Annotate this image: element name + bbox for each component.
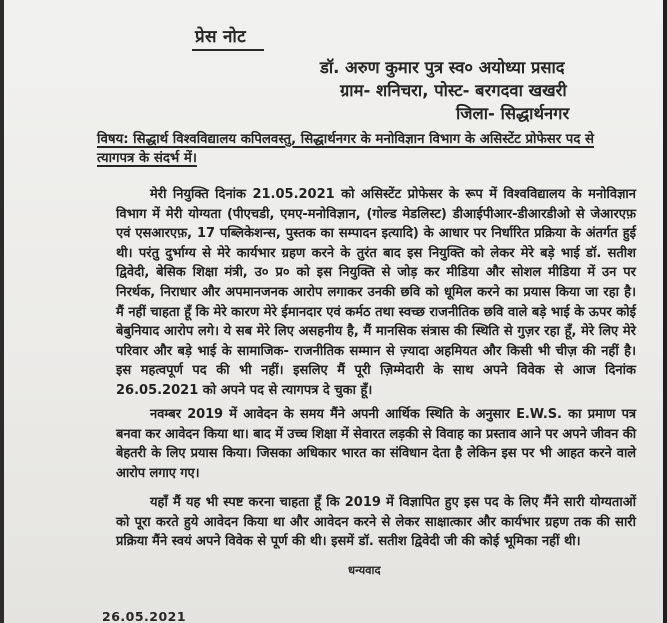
paragraph-ews: नवम्बर 2019 में आवेदन के समय मैंने अपनी आर्थिक स्थिति के अनुसार E.W.S. का प्रमाण पत्र बनवा कर आवेदन किया था। बाद में उच्च शिक्षा में सेवारत लड़की से विवाह का प्रस्ताव आने पर अपने जीवन की बेहतरी के लिए प्रयास किया। जिसका अधिकार भारत का संविधान देता है लेकिन इस पर भी आहत करने वाले आरोप लगाए गए। xyxy=(116,407,636,481)
letter-date: 26.05.2021 xyxy=(102,609,187,623)
author-name-line: डॉ. अरुण कुमार पुत्र स्व० अयोध्या प्रसाद xyxy=(320,58,565,77)
photo-edge xyxy=(663,0,667,623)
author-district-line: जिला- सिद्धार्थनगर xyxy=(456,104,570,123)
closing-thanks: धन्यवाद xyxy=(348,563,381,577)
title-underline xyxy=(192,49,264,51)
subject-text: विषय: सिद्धार्थ विश्वविद्यालय कपिलवस्तु, सिद्धार्थनगर के मनोविज्ञान विभाग के असिस्टेंट प्रोफेसर पद से त्यागपत्र के संदर्भ में। xyxy=(97,132,595,166)
press-note-page xyxy=(4,0,663,623)
paragraph-appointment: मेरी नियुक्ति दिनांक 21.05.2021 को असिस्टेंट प्रोफेसर के रूप में विश्वविद्यालय के मनोविज्ञान विभाग में मेरी योग्यता (पीएचडी, एमए-मनोविज्ञान, (गोल्ड मेडलिस्ट) डीआईपीआर-डीआरडीओ से जेआरएफ़ एवं एसआरएफ़, 17 पब्लिकेशन्स, पुस्तक का सम्पादन इत्यादि) के आधार पर निर्धारित प्रक्रिया के अंतर्गत हुई थी। परंतु दुर्भाग्य से मेरे कार्यभार ग्रहण करने के तुरंत बाद इस नियुक्ति को लेकर मेरे बड़े भाई डॉ. सतीश द्विवेदी, बेसिक शिक्षा मंत्री, उ० प्र० को इस नियुक्ति से जोड़ कर मीडिया और सोशल मीडिया में उन पर निरर्थक, निराधार और अपमानजनक आरोप लगाकर उनकी छवि को धूमिल करने का प्रयास किया जा रहा है। मैं नहीं चाहता हूँ कि मेरे कारण मेरे ईमानदार एवं कर्मठ तथा स्वच्छ राजनीतिक छवि वाले बड़े भाई के ऊपर कोई बेबुनियाद आरोप लगे। ये सब मेरे लिए असहनीय है, मैं मानसिक संत्रास की स्थिति से गुज़र रहा हूँ, मेरे लिए मेरे परिवार और बड़े भाई के सामाजिक- राजनीतिक सम्मान से ज़्यादा अहमियत और किसी भी चीज़ की नहीं है। इस महत्वपूर्ण पद की भी नहीं। इसलिए मैं पूरी ज़िम्मेदारी के साथ अपने विवेक से आज दिनांक 26.05.2021 को अपने पद से त्यागपत्र दे चुका हूँ। xyxy=(116,187,636,398)
paragraph-clarification: यहाँ मैं यह भी स्पष्ट करना चाहता हूँ कि 2019 में विज्ञापित हुए इस पद के लिए मैंने सारी योग्यताओं को पूरा करते हुये आवेदन किया था और आवेदन करने से लेकर साक्षात्कार और कार्यभार ग्रहण तक की सारी प्रक्रिया मैंने स्वयं अपने विवेक से पूर्ण की थी। इसमें डॉ. सतीश द्विवेदी जी की कोई भूमिका नहीं थी। xyxy=(116,495,636,550)
page-title: प्रेस नोट xyxy=(195,27,246,47)
author-village-line: ग्राम- शनिचरा, पोस्ट- बरगदवा खखरी xyxy=(340,81,567,100)
subject-line xyxy=(97,130,617,168)
